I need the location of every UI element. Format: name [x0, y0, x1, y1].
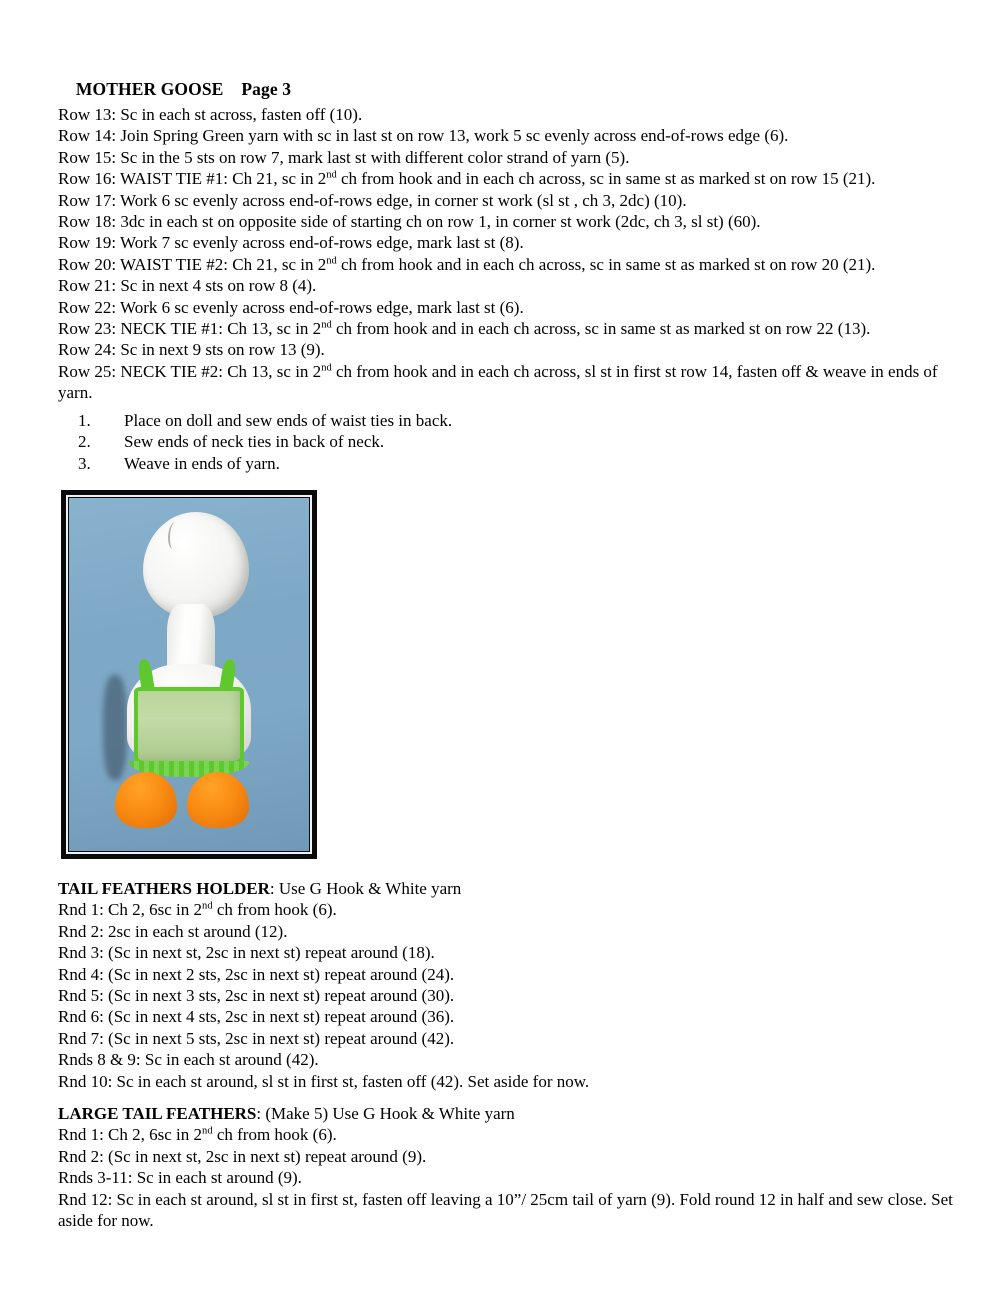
instruction-row: Row 16: WAIST TIE #1: Ch 21, sc in 2nd ch from hook and in each ch across, sc in same st as marked st on row 15 (21). [58, 169, 876, 189]
list-item-text: Place on doll and sew ends of waist ties in back. [124, 411, 453, 430]
section-heading-rest: : (Make 5) Use G Hook & White yarn [256, 1104, 515, 1123]
tail-feathers-holder-heading [58, 878, 958, 899]
instruction-row: Row 17: Work 6 sc evenly across end-of-rows edge, in corner st work (sl st , ch 3, 2dc) (10). [58, 190, 687, 210]
list-item-text: Weave in ends of yarn. [124, 453, 280, 473]
tail-feathers-holder-rounds [58, 899, 958, 1092]
large-tail-feathers-section [58, 1103, 958, 1231]
instruction-row: Row 20: WAIST TIE #2: Ch 21, sc in 2nd ch from hook and in each ch across, sc in same st as marked st on row 20 (21). [58, 254, 876, 274]
instruction-row: Row 18: 3dc in each st on opposite side of starting ch on row 1, in corner st work (2dc, ch 3, sl st) (60). [58, 212, 761, 232]
ordinal-superscript: nd [326, 255, 337, 267]
document-title: MOTHER GOOSE [75, 79, 224, 99]
list-item-text: Sew ends of neck ties in back of neck. [124, 432, 385, 452]
round-line: Rnds 3-11: Sc in each st around (9). [58, 1168, 302, 1188]
doll-photo-frame [61, 490, 317, 859]
doll-foot-left [115, 772, 177, 828]
round-line: Rnd 10: Sc in each st around, sl st in first st, fasten off (42). Set aside for now. [58, 1071, 590, 1091]
list-item [78, 431, 858, 452]
ordinal-superscript: nd [202, 1125, 213, 1137]
doll-photo [69, 498, 309, 851]
ordinal-superscript: nd [326, 169, 337, 181]
header-gap [223, 79, 241, 99]
ordinal-superscript: nd [321, 319, 332, 331]
doll-head [143, 512, 249, 618]
doll-shadow [103, 675, 127, 781]
instruction-row: Row 19: Work 7 sc evenly across end-of-rows edge, mark last st (8). [58, 233, 524, 253]
round-line: Rnd 6: (Sc in next 4 sts, 2sc in next st) repeat around (36). [58, 1007, 455, 1027]
section-heading-text: TAIL FEATHERS HOLDER [58, 879, 270, 898]
instruction-row: Row 24: Sc in next 9 sts on row 13 (9). [58, 340, 325, 360]
doll-foot-right [187, 772, 249, 828]
list-item [78, 453, 858, 474]
page-number-label: Page 3 [241, 79, 292, 99]
instruction-row: Row 21: Sc in next 4 sts on row 8 (4). [58, 276, 317, 296]
large-tail-feathers-heading [58, 1103, 958, 1124]
round-line: Rnds 8 & 9: Sc in each st around (42). [58, 1050, 319, 1070]
doll-beak-seam [168, 522, 181, 550]
tail-feathers-holder-section [58, 878, 958, 1092]
round-line: Rnd 4: (Sc in next 2 sts, 2sc in next st) repeat around (24). [58, 964, 455, 984]
large-tail-feathers-rounds [58, 1124, 958, 1231]
doll-apron-dress [134, 687, 244, 765]
round-line: Rnd 2: (Sc in next st, 2sc in next st) repeat around (9). [58, 1146, 427, 1166]
ordinal-superscript: nd [202, 900, 213, 912]
list-item-number: 3. [78, 453, 91, 473]
list-item-number: 1. [78, 411, 91, 430]
round-line: Rnd 1: Ch 2, 6sc in 2nd ch from hook (6). [58, 1125, 337, 1145]
section-heading-text: LARGE TAIL FEATHERS [58, 1104, 257, 1123]
instruction-row: Row 23: NECK TIE #1: Ch 13, sc in 2nd ch from hook and in each ch across, sc in same st as marked st on row 22 (13). [58, 319, 871, 339]
section-heading-rest: : Use G Hook & White yarn [269, 879, 462, 898]
round-line: Rnd 12: Sc in each st around, sl st in first st, fasten off leaving a 10”/ 25cm tail of yarn (9). Fold round 12 in half and sew close. Set aside for now. [58, 1189, 953, 1231]
round-line: Rnd 1: Ch 2, 6sc in 2nd ch from hook (6). [58, 900, 337, 920]
instruction-row: Row 14: Join Spring Green yarn with sc in last st on row 13, work 5 sc evenly across end-of-rows edge (6). [58, 126, 789, 146]
instruction-row: Row 25: NECK TIE #2: Ch 13, sc in 2nd ch from hook and in each ch across, sl st in first st row 14, fasten off & weave in ends of yarn. [58, 361, 938, 403]
round-line: Rnd 5: (Sc in next 3 sts, 2sc in next st) repeat around (30). [58, 986, 455, 1006]
finishing-steps-list [78, 410, 858, 474]
list-item-number: 2. [78, 432, 91, 452]
instruction-row: Row 15: Sc in the 5 sts on row 7, mark last st with different color strand of yarn (5). [58, 147, 630, 167]
list-item [78, 410, 858, 431]
round-line: Rnd 2: 2sc in each st around (12). [58, 921, 288, 941]
photo-inner-border [66, 495, 312, 854]
round-line: Rnd 3: (Sc in next st, 2sc in next st) repeat around (18). [58, 943, 435, 963]
ordinal-superscript: nd [321, 362, 332, 374]
round-line: Rnd 7: (Sc in next 5 sts, 2sc in next st) repeat around (42). [58, 1028, 455, 1048]
instruction-rows-block [58, 104, 958, 404]
instruction-row: Row 13: Sc in each st across, fasten off (10). [58, 105, 363, 124]
instruction-row: Row 22: Work 6 sc evenly across end-of-rows edge, mark last st (6). [58, 297, 524, 317]
